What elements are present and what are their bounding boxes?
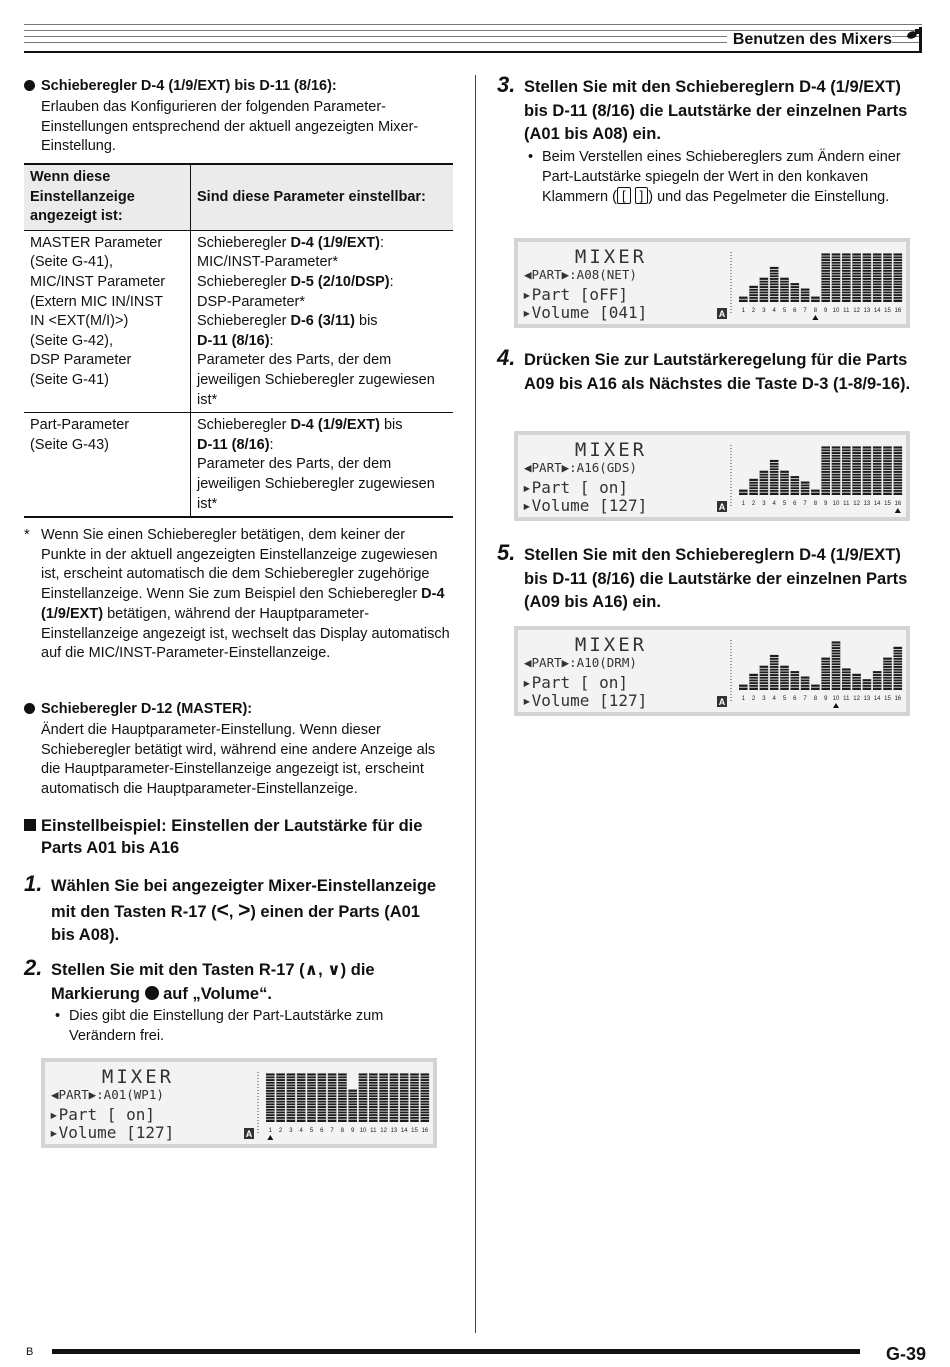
up-arrow-icon: ∧ — [304, 961, 319, 979]
lcd-title: MIXER — [574, 634, 648, 656]
down-arrow-icon: ∨ — [327, 961, 341, 979]
svg-text:A: A — [718, 697, 726, 707]
table-header-params: Sind diese Parameter einstellbar: — [191, 164, 454, 230]
music-note-icon — [903, 27, 923, 53]
lcd-part-label: 4 — [772, 308, 776, 314]
lcd-part-label: 8 — [340, 1128, 345, 1134]
lcd-level-bar — [780, 666, 789, 690]
master-description: Ändert die Hauptparameter-Einstellung. Wenn dieser Schieberegler betätigt wird, während eine andere Anzeige als die Hauptparameter-Einstellanzeige angezeigt ist, erscheint automatisch die Hauptparameter-Einstellanzeige. — [41, 722, 436, 798]
square-bullet-icon — [24, 819, 36, 831]
lcd-part-label: 4 — [772, 501, 776, 507]
lcd-part-label: 10 — [832, 308, 840, 314]
lcd-part-label: 15 — [884, 501, 891, 507]
svg-text:A: A — [718, 309, 726, 319]
lcd-volume-row: ▸Volume [127] — [49, 1123, 175, 1142]
lcd-part-label: 16 — [421, 1128, 429, 1134]
lcd-part-label: 1 — [741, 308, 745, 314]
lcd-part-label: 13 — [863, 308, 871, 314]
filled-circle-icon — [145, 986, 159, 1000]
lcd-bank-badge — [244, 1128, 254, 1139]
lcd-part-label: 14 — [873, 696, 881, 702]
lcd-part-name: ◀PART▶:A01(WP1) — [51, 1087, 164, 1102]
lcd-part-label: 6 — [793, 696, 797, 702]
lcd-part-name: ◀PART▶:A10(DRM) — [524, 655, 637, 670]
step-2-note: • Dies gibt die Einstellung der Part-Lautstärke zum Verändern frei. — [55, 1008, 384, 1044]
lcd-part-label: 6 — [793, 308, 797, 314]
column-divider — [475, 75, 476, 1333]
lcd-display-a08 — [514, 238, 910, 328]
lcd-part-label: 3 — [289, 1128, 293, 1134]
lcd-part-label: 8 — [813, 696, 818, 702]
parameter-table — [24, 163, 453, 518]
table-cell-params: Schieberegler D-4 (1/9/EXT): MIC/INST-Parameter* Schieberegler D-5 (2/10/DSP): DSP-Parameter* Schieberegler D-6 (3/11) bis D-11 (8/16): Parameter des Parts, der dem jeweiligen Schieberegler zugewiesen ist* — [191, 230, 454, 412]
lcd-level-bar — [801, 677, 810, 691]
lcd-part-row: ▸Part [oFF] — [522, 285, 628, 304]
lcd-title: MIXER — [574, 439, 648, 461]
step-2: 2. Stellen Sie mit den Tasten R-17 (∧, ∨) die Markierung auf „Volume“. — [24, 955, 375, 1003]
table-header-display: Wenn diese Einstellanzeige angezeigt ist: — [24, 164, 191, 230]
lcd-display-a10 — [514, 626, 910, 716]
sliders-description: Erlauben das Konfigurieren der folgenden Parameter-Einstellungen entsprechend der aktuell angezeigten Mixer-Einstellung. — [41, 99, 419, 155]
lcd-part-label: 2 — [751, 308, 756, 314]
lcd-part-label: 7 — [330, 1128, 334, 1134]
lcd-part-label: 12 — [853, 308, 860, 314]
lcd-part-label: 9 — [824, 308, 828, 314]
lcd-volume-row: ▸Volume [127] — [522, 496, 648, 515]
lcd-level-bar — [760, 471, 769, 495]
footer-code: B — [26, 1346, 34, 1358]
right-arrow-icon: > — [238, 898, 251, 922]
step-4: 4. Drücken Sie zur Lautstärkeregelung für die Parts A09 bis A16 als Nächstes die Taste D-3 (1-8/9-16). — [497, 345, 911, 393]
page-number: G-39 — [885, 1344, 926, 1364]
lcd-part-label: 6 — [320, 1128, 324, 1134]
bullet-heading-sliders: Schieberegler D-4 (1/9/EXT) bis D-11 (8/16): — [24, 78, 337, 94]
lcd-part-name: ◀PART▶:A16(GDS) — [524, 460, 637, 475]
left-arrow-icon: < — [216, 898, 229, 922]
step-5: 5. Stellen Sie mit den Schiebereglern D-4 (1/9/EXT) bis D-11 (8/16) die Lautstärke der einzelnen Parts (A09 bis A16) ein. — [497, 540, 908, 612]
lcd-part-label: 11 — [370, 1128, 377, 1134]
lcd-part-label: 12 — [853, 696, 860, 702]
bullet-dot-icon — [24, 80, 35, 91]
lcd-display-a01 — [41, 1058, 437, 1148]
lcd-part-label: 14 — [400, 1128, 408, 1134]
lcd-level-bar — [780, 278, 789, 302]
lcd-level-bar — [780, 471, 789, 495]
lcd-part-label: 10 — [832, 501, 840, 507]
lcd-part-label: 7 — [803, 696, 807, 702]
step-3: 3. Stellen Sie mit den Schiebereglern D-4 (1/9/EXT) bis D-11 (8/16) die Lautstärke der einzelnen Parts (A01 bis A08) ein. — [497, 72, 908, 144]
lcd-part-label: 16 — [894, 696, 902, 702]
lcd-part-label: 9 — [351, 1128, 355, 1134]
lcd-part-label: 8 — [813, 501, 818, 507]
lcd-part-row: ▸Part [ on] — [49, 1105, 155, 1124]
lcd-part-label: 2 — [751, 696, 756, 702]
lcd-bank-badge — [717, 501, 727, 512]
lcd-part-label: 11 — [843, 696, 850, 702]
table-cell-display: Part-Parameter (Seite G-43) — [24, 413, 191, 517]
lcd-part-label: 4 — [772, 696, 776, 702]
lcd-level-bar — [760, 278, 769, 302]
lcd-part-label: 16 — [894, 501, 902, 507]
table-cell-display: MASTER Parameter (Seite G-41), MIC/INST Parameter (Extern MIC IN/INST IN <EXT(M/I)>) (Seite G-42), DSP Parameter (Seite G-41) — [24, 230, 191, 412]
lcd-level-bar — [801, 289, 810, 303]
left-bracket-key: [ — [617, 187, 631, 204]
lcd-part-row: ▸Part [ on] — [522, 478, 628, 497]
lcd-part-label: 15 — [884, 308, 891, 314]
lcd-part-label: 8 — [813, 308, 818, 314]
right-bracket-key: ] — [635, 187, 649, 204]
lcd-level-bar — [801, 482, 810, 496]
lcd-part-label: 3 — [762, 501, 766, 507]
lcd-part-name: ◀PART▶:A08(NET) — [524, 267, 637, 282]
lcd-part-label: 15 — [411, 1128, 418, 1134]
step-3-note: • Beim Verstellen eines Schiebereglers zum Ändern einer Part-Lautstärke spiegeln der Wert in den konkaven Klammern ( [ ] ) und das Pegelmeter die Einstellung. — [528, 149, 901, 206]
lcd-part-label: 13 — [390, 1128, 398, 1134]
svg-text:A: A — [245, 1129, 253, 1139]
lcd-part-label: 9 — [824, 696, 828, 702]
lcd-part-label: 10 — [359, 1128, 367, 1134]
lcd-part-label: 1 — [741, 501, 745, 507]
lcd-part-label: 13 — [863, 696, 871, 702]
lcd-part-label: 9 — [824, 501, 828, 507]
lcd-part-label: 5 — [782, 696, 787, 702]
lcd-bank-badge — [717, 696, 727, 707]
example-heading: Einstellbeispiel: Einstellen der Lautstärke für die Parts A01 bis A16 — [24, 815, 454, 859]
lcd-part-label: 2 — [278, 1128, 283, 1134]
bullet-dot-icon — [24, 703, 35, 714]
lcd-part-label: 5 — [782, 308, 787, 314]
lcd-part-label: 6 — [793, 501, 797, 507]
lcd-part-label: 7 — [803, 308, 807, 314]
lcd-part-label: 11 — [843, 308, 850, 314]
lcd-part-label: 3 — [762, 696, 766, 702]
lcd-part-label: 10 — [832, 696, 840, 702]
lcd-display-a16 — [514, 431, 910, 521]
lcd-title: MIXER — [574, 246, 648, 268]
svg-text:A: A — [718, 502, 726, 512]
lcd-part-label: 2 — [751, 501, 756, 507]
table-row — [24, 413, 453, 517]
lcd-volume-row: ▸Volume [041] — [522, 303, 648, 322]
table-row — [24, 230, 453, 412]
lcd-part-label: 16 — [894, 308, 902, 314]
lcd-part-label: 1 — [741, 696, 745, 702]
lcd-part-label: 1 — [268, 1128, 272, 1134]
table-cell-params: Schieberegler D-4 (1/9/EXT) bis D-11 (8/16): Parameter des Parts, der dem jeweiligen Schieberegler zugewiesen ist* — [191, 413, 454, 517]
lcd-part-label: 15 — [884, 696, 891, 702]
lcd-part-label: 3 — [762, 308, 766, 314]
page-title: Benutzen des Mixers — [727, 31, 892, 49]
lcd-part-label: 12 — [380, 1128, 387, 1134]
lcd-bank-badge — [717, 308, 727, 319]
lcd-volume-row: ▸Volume [127] — [522, 691, 648, 710]
lcd-part-label: 13 — [863, 501, 871, 507]
lcd-part-label: 5 — [309, 1128, 314, 1134]
bullet-heading-master: Schieberegler D-12 (MASTER): — [24, 701, 252, 717]
lcd-part-label: 5 — [782, 501, 787, 507]
lcd-part-label: 11 — [843, 501, 850, 507]
lcd-part-label: 4 — [299, 1128, 303, 1134]
lcd-part-label: 14 — [873, 308, 881, 314]
footer-rule — [52, 1349, 860, 1354]
lcd-part-row: ▸Part [ on] — [522, 673, 628, 692]
step-1: 1. Wählen Sie bei angezeigter Mixer-Einstellanzeige mit den Tasten R-17 (<, >) einen der Parts (A01 bis A08). — [24, 871, 437, 945]
lcd-part-label: 7 — [803, 501, 807, 507]
lcd-part-label: 12 — [853, 501, 860, 507]
footnote: * Wenn Sie einen Schieberegler betätigen, dem keiner der Punkte in der aktuell angezeigten Einstellanzeige zugewiesen ist, erscheint automatisch die dem Schieberegler zugehörige Einstellanzeige. Wenn Sie zum Beispiel den Schieberegler D-4 (1/9/EXT) betätigen, während der Hauptparameter-Einstellanzeige angezeigt ist, wechselt das Display automatisch auf die MIC/INST-Parameter-Einstellanzeige. — [24, 527, 450, 662]
header-rule — [24, 51, 922, 53]
lcd-part-label: 14 — [873, 501, 881, 507]
lcd-level-bar — [760, 666, 769, 690]
lcd-title: MIXER — [101, 1066, 175, 1088]
